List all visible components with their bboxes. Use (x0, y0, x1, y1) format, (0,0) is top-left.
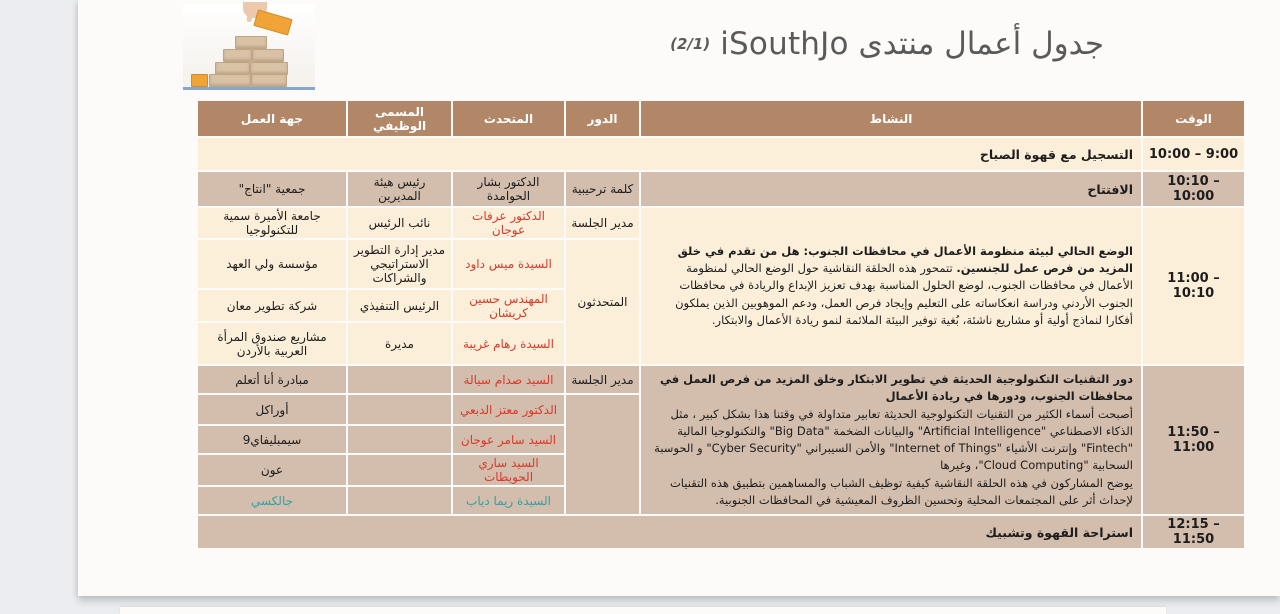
job-title-cell (348, 455, 451, 485)
page-title (670, 26, 1104, 62)
organization-cell: مؤسسة ولي العهد (198, 240, 346, 288)
logo-block (252, 49, 284, 62)
organization-cell: عون (198, 455, 346, 485)
session-description: تتمحور هذه الحلقة النقاشية حول الوضع الحالي لمنظومة الأعمال في محافظات الجنوب، لوضع الحلول المناسبة بهدف تعزيز الإبداع والريادة في محافظات الجنوب الأردني ودراسة انعكاساته على التعليم وإيجاد فرص العمل، ودعم الموهوبين الذين يملكون أفكارا لنماذج أولية أو مشاريع ناشئة، بُغية توفير البيئة الملائمة لنمو ريادة الأعمال والابتكار. (675, 261, 1133, 327)
job-title-cell (348, 426, 451, 453)
page-number-indicator: (2/1) (670, 35, 711, 53)
role-cell: مدير الجلسة (566, 366, 639, 393)
session-description: أصبحت أسماء الكثير من التقنيات التكنولوجية الحديثة تعابير متداولة في وقتنا هذا بشكل كبير ، مثل الذكاء الاصطناعي "Artificial Intelligence" والبيانات الضخمة "Big Data" والتكنولوجيا المالية "Fintech" وإنترنت الأشياء "Internet of Things" والأمن السيبراني "Cyber Security" و الحوسبة السحابية "Cloud Computing"، وغيرها (654, 406, 1133, 473)
speaker-cell: السيدة رهام غريبة (453, 323, 564, 364)
job-title-cell (348, 395, 451, 424)
speaker-cell: السيد ساري الحويطات (453, 455, 564, 485)
speaker-cell: السيدة ريما دياب (453, 487, 564, 514)
job-title-cell (348, 487, 451, 514)
header-organization: جهة العمل (198, 101, 346, 136)
organization-cell: جامعة الأميرة سمية للتكنولوجيا (198, 208, 346, 238)
time-cell: 11:50 – 11:00 (1143, 366, 1244, 514)
role-cell (566, 395, 639, 514)
activity-cell (641, 366, 1141, 514)
job-title-cell: نائب الرئيس (348, 208, 451, 238)
table-header-row (198, 101, 1244, 136)
logo-underline (183, 87, 315, 90)
job-title-cell: مديرة (348, 323, 451, 364)
header-job-title: المسمى الوظيفي (348, 101, 451, 136)
speaker-cell: الدكتور معتز الدبعي (453, 395, 564, 424)
session-title: الوضع الحالي لبيئة منظومة الأعمال في محافظات الجنوب: هل من تقدم في خلق المزيد من فرص عمل للجنسين. (677, 243, 1133, 276)
speaker-cell: الدكتور بشار الحوامدة (453, 172, 564, 206)
session-title: دور التقنيات التكنولوجية الحديثة في تطوير الابتكار وخلق المزيد من فرص العمل في محافظات الجنوب، ودورها في ريادة الأعمال (659, 372, 1133, 404)
session-description: يوضح المشاركون في هذه الحلقة النقاشية كيفية توظيف الشباب والمساهمين بتطبيق هذه التقنيات لإحداث أثر على المجتمعات المحلية وتحسين الظروف المعيشية في المحافظات الجنوبية. (669, 475, 1133, 507)
organization-cell: مبادرة أنا أتعلم (198, 366, 346, 393)
role-cell: المتحدثون (566, 240, 639, 364)
organization-cell: سيمبليفاي9 (198, 426, 346, 453)
organization-cell: جمعية "انتاج" (198, 172, 346, 206)
job-title-cell (348, 366, 451, 393)
role-cell: كلمة ترحيبية (566, 172, 639, 206)
table-row-opening (198, 172, 1244, 206)
speaker-cell: السيد سامر عوجان (453, 426, 564, 453)
table-row-registration (198, 138, 1244, 170)
organization-cell: مشاريع صندوق المرأة العربية بالأردن (198, 323, 346, 364)
agenda-table (196, 99, 1246, 550)
organization-cell: أوراكل (198, 395, 346, 424)
building-blocks-logo-image (183, 4, 315, 90)
activity-cell: استراحة القهوة وتشبيك (198, 516, 1141, 548)
job-title-cell: مدير إدارة التطوير الاستراتيجي والشراكات (348, 240, 451, 288)
table-row-session1 (198, 208, 1244, 238)
activity-cell (641, 208, 1141, 364)
role-cell: مدير الجلسة (566, 208, 639, 238)
organization-cell: جالكسي (198, 487, 346, 514)
logo-block (223, 49, 252, 62)
activity-cell: التسجيل مع قهوة الصباح (198, 138, 1141, 170)
logo-block (253, 9, 292, 35)
header-role: الدور (566, 101, 639, 136)
time-cell: 11:00 – 10:10 (1143, 208, 1244, 364)
logo-block (235, 36, 267, 49)
header-speaker: المتحدث (453, 101, 564, 136)
speaker-cell: الدكتور عرفات عوجان (453, 208, 564, 238)
logo-block (191, 74, 208, 87)
speaker-cell: السيدة ميس داود (453, 240, 564, 288)
time-cell: 10:00 – 9:00 (1143, 138, 1244, 170)
table-row-coffee-break (198, 516, 1244, 548)
document-page (78, 0, 1280, 596)
header-time: الوقت (1143, 101, 1244, 136)
page-title-text: جدول أعمال منتدى iSouthJo (720, 26, 1104, 62)
time-cell: 12:15 – 11:50 (1143, 516, 1244, 548)
speaker-cell: المهندس حسين كريشان (453, 290, 564, 321)
next-page-edge (120, 607, 1166, 614)
speaker-cell: السيد صدام سيالة (453, 366, 564, 393)
job-title-cell: الرئيس التنفيذي (348, 290, 451, 321)
table-row-session2 (198, 366, 1244, 393)
job-title-cell: رئيس هيئة المديرين (348, 172, 451, 206)
organization-cell: شركة تطوير معان (198, 290, 346, 321)
time-cell: 10:10 – 10:00 (1143, 172, 1244, 206)
logo-block (251, 74, 287, 87)
header-activity: النشاط (641, 101, 1141, 136)
logo-block (209, 74, 251, 87)
activity-cell: الافتتاح (641, 172, 1141, 206)
